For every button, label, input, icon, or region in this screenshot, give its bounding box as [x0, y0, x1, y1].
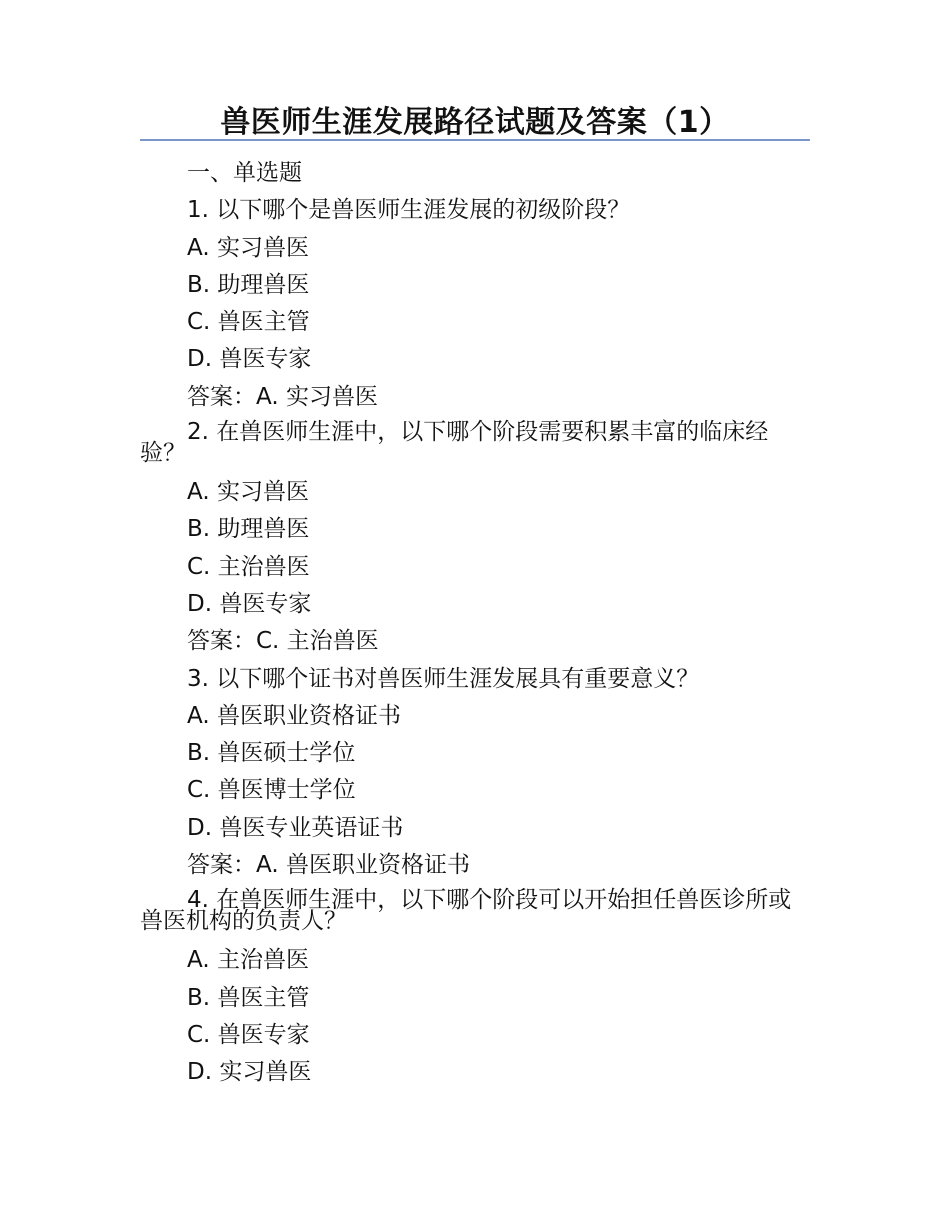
section-heading: 一、单选题: [187, 160, 302, 186]
answer-line: 答案：A. 实习兽医: [187, 383, 378, 410]
title-underline: [140, 139, 810, 141]
answer-line: 答案：C. 主治兽医: [187, 628, 379, 655]
document-title: 兽医师生涯发展路径试题及答案（1）: [220, 105, 730, 140]
option-item: A. 实习兽医: [187, 479, 309, 506]
option-item: B. 兽医硕士学位: [187, 740, 356, 767]
option-item: B. 兽医主管: [187, 984, 310, 1011]
question-stem: 4. 在兽医师生涯中，以下哪个阶段可以开始担任兽医诊所或兽医机构的负责人？: [140, 887, 792, 935]
option-item: B. 助理兽医: [187, 271, 310, 298]
option-item: D. 兽医专家: [187, 346, 312, 373]
option-item: D. 实习兽医: [187, 1059, 312, 1086]
option-item: C. 兽医专家: [187, 1021, 310, 1048]
option-item: D. 兽医专业英语证书: [187, 814, 404, 841]
option-item: A. 主治兽医: [187, 947, 309, 974]
option-item: A. 兽医职业资格证书: [187, 702, 401, 729]
question-stem: 2. 在兽医师生涯中，以下哪个阶段需要积累丰富的临床经验？: [140, 419, 769, 467]
answer-line: 答案：A. 兽医职业资格证书: [187, 852, 470, 879]
option-item: C. 主治兽医: [187, 553, 310, 580]
option-item: A. 实习兽医: [187, 234, 309, 261]
question-stem: 1. 以下哪个是兽医师生涯发展的初级阶段？: [187, 197, 631, 224]
document-body: [140, 155, 810, 1092]
option-item: C. 兽医主管: [187, 309, 310, 336]
option-item: C. 兽医博士学位: [187, 777, 356, 804]
question-stem: 3. 以下哪个证书对兽医师生涯发展具有重要意义？: [187, 665, 700, 692]
option-item: B. 助理兽医: [187, 516, 310, 543]
option-item: D. 兽医专家: [187, 590, 312, 617]
